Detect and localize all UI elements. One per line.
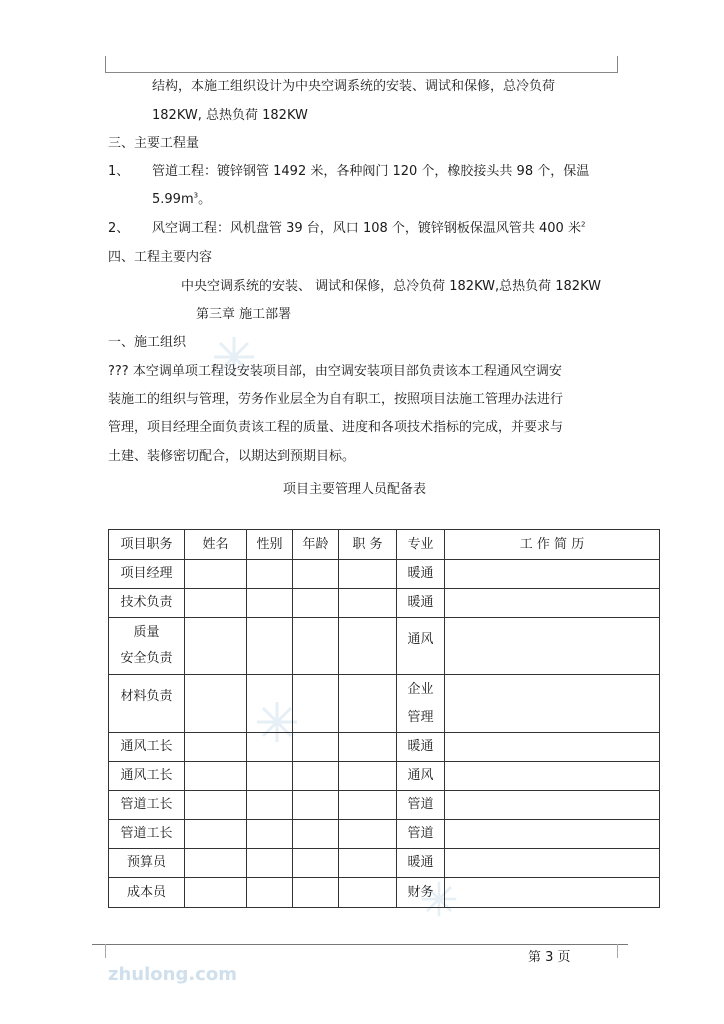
item-1-text: 管道工程：镀锌钢管 1492 米，各种阀门 120 个，橡胶接头共 98 个，保温: [152, 164, 590, 179]
item-2-number: 2、: [108, 221, 130, 236]
gender-cell: [247, 762, 293, 791]
title-cell: [339, 733, 397, 762]
name-cell: [185, 675, 247, 733]
major-cell: 管道: [397, 820, 445, 849]
role-cell: 项目经理: [109, 560, 185, 589]
role-cell: 管道工长: [109, 820, 185, 849]
major-cell: 暖通: [397, 733, 445, 762]
role-cell: 通风工长: [109, 733, 185, 762]
major-line-2: 管理: [407, 709, 434, 725]
resume-cell: [445, 849, 660, 878]
gender-cell: [247, 675, 293, 733]
role-line-1: 质量: [133, 625, 160, 640]
title-cell: [339, 675, 397, 733]
table-row: [109, 675, 660, 733]
age-cell: [293, 589, 339, 618]
gender-cell: [247, 820, 293, 849]
resume-cell: [445, 675, 660, 733]
table-header-row: [109, 530, 660, 560]
table-row: [109, 791, 660, 820]
title-cell: [339, 618, 397, 675]
major-cell: 通风: [397, 618, 445, 675]
name-cell: [185, 589, 247, 618]
item-1-number: 1、: [108, 164, 130, 179]
major-cell: 暖通: [397, 849, 445, 878]
header-cell: 专业: [397, 530, 445, 560]
title-cell: [339, 820, 397, 849]
age-cell: [293, 849, 339, 878]
page-number: 第 3 页: [528, 950, 571, 965]
gender-cell: [247, 618, 293, 675]
staff-table: [108, 529, 660, 908]
title-cell: [339, 589, 397, 618]
title-cell: [339, 791, 397, 820]
section-3-heading: 三、主要工程量: [108, 136, 200, 151]
resume-cell: [445, 560, 660, 589]
gender-cell: [247, 878, 293, 908]
age-cell: [293, 762, 339, 791]
name-cell: [185, 791, 247, 820]
table-row: [109, 849, 660, 878]
footer-rule-tick-left: [105, 944, 106, 958]
major-cell: 暖通: [397, 589, 445, 618]
table-title: 项目主要管理人员配备表: [283, 482, 427, 497]
name-cell: [185, 878, 247, 908]
title-cell: [339, 849, 397, 878]
name-cell: [185, 849, 247, 878]
section-1-heading: 一、施工组织: [108, 335, 187, 350]
header-cell: 职 务: [339, 530, 397, 560]
role-line-2: 安全负责: [120, 651, 173, 666]
gender-cell: [247, 589, 293, 618]
role-cell: 通风工长: [109, 762, 185, 791]
major-cell: 暖通: [397, 560, 445, 589]
item-1-end: 。: [198, 192, 212, 207]
table-row: [109, 820, 660, 849]
age-cell: [293, 791, 339, 820]
age-cell: [293, 733, 339, 762]
footer-rule-tick-right: [617, 944, 618, 958]
section-4-heading: 四、工程主要内容: [108, 250, 213, 265]
item-2-text: 风空调工程：风机盘管 39 台，风口 108 个，镀锌钢板保温风管共 400 米: [152, 221, 581, 236]
footer-rule: [92, 944, 628, 945]
major-cell: [397, 675, 445, 733]
table-row: [109, 762, 660, 791]
gender-cell: [247, 560, 293, 589]
role-cell: 技术负责: [109, 589, 185, 618]
header-rule-tick-left: [105, 56, 106, 72]
age-cell: [293, 560, 339, 589]
role-cell: [109, 618, 185, 675]
gender-cell: [247, 849, 293, 878]
resume-cell: [445, 618, 660, 675]
age-cell: [293, 675, 339, 733]
header-cell: 工 作 简 历: [445, 530, 660, 560]
item-2-line: [152, 221, 585, 237]
item-1-superscript: 3: [193, 191, 199, 200]
chapter-title: 第三章 施工部署: [196, 307, 292, 322]
name-cell: [185, 820, 247, 849]
age-cell: [293, 618, 339, 675]
table-row: [109, 618, 660, 675]
title-cell: [339, 878, 397, 908]
header-cell: 性别: [247, 530, 293, 560]
name-cell: [185, 733, 247, 762]
resume-cell: [445, 733, 660, 762]
item-1-volume: 5.99m: [152, 192, 194, 207]
table-row: [109, 560, 660, 589]
age-cell: [293, 820, 339, 849]
resume-cell: [445, 820, 660, 849]
role-cell: 材料负责: [109, 675, 185, 733]
name-cell: [185, 560, 247, 589]
header-cell: 姓名: [185, 530, 247, 560]
body-line-2: 182KW, 总热负荷 182KW: [152, 108, 308, 123]
table-row: [109, 878, 660, 908]
title-cell: [339, 762, 397, 791]
role-cell: 管道工长: [109, 791, 185, 820]
header-cell: 项目职务: [109, 530, 185, 560]
resume-cell: [445, 791, 660, 820]
title-cell: [339, 560, 397, 589]
major-cell: 通风: [397, 762, 445, 791]
header-rule: [105, 72, 618, 73]
gender-cell: [247, 791, 293, 820]
table-row: [109, 733, 660, 762]
gender-cell: [247, 733, 293, 762]
resume-cell: [445, 878, 660, 908]
major-line-1: 企业: [407, 681, 434, 697]
major-cell: 管道: [397, 791, 445, 820]
body-line-1: 结构，本施工组织设计为中央空调系统的安装、调试和保修，总冷负荷: [152, 79, 556, 94]
org-paragraph-line-3: 管理，项目经理全面负责该工程的质量、进度和各项技术指标的完成，并要求与: [108, 420, 564, 435]
name-cell: [185, 618, 247, 675]
header-cell: 年龄: [293, 530, 339, 560]
item-2-superscript: 2: [580, 220, 586, 229]
name-cell: [185, 762, 247, 791]
resume-cell: [445, 589, 660, 618]
role-cell: 成本员: [109, 878, 185, 908]
role-cell: 预算员: [109, 849, 185, 878]
section-4-text: 中央空调系统的安装、 调试和保修，总冷负荷 182KW,总热负荷 182KW: [181, 279, 601, 294]
item-1-continuation: [152, 192, 211, 208]
zhulong-logo: zhulong.com: [108, 964, 237, 985]
table-row: [109, 589, 660, 618]
age-cell: [293, 878, 339, 908]
org-paragraph-line-2: 装施工的组织与管理，劳务作业层全为自有职工，按照项目法施工管理办法进行: [108, 392, 564, 407]
org-paragraph-line-4: 土建、装修密切配合，以期达到预期目标。: [108, 449, 356, 464]
org-paragraph-line-1: ??? 本空调单项工程设安装项目部，由空调安装项目部负责该本工程通风空调安: [108, 364, 562, 379]
major-cell: 财务: [397, 878, 445, 908]
resume-cell: [445, 762, 660, 791]
header-rule-tick-right: [617, 56, 618, 72]
